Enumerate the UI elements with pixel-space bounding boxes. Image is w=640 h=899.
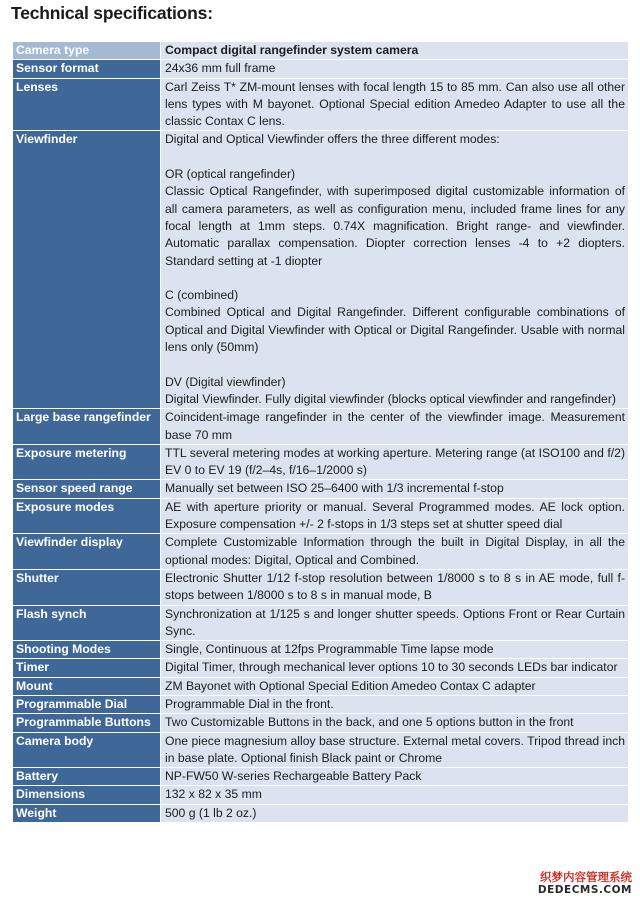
spec-value-text: Carl Zeiss T* ZM-mount lenses with focal length 15 to 85 mm. Can also use all other lens types with M bayonet. Optional Special edition Amedeo Adapter to use all the classic Contax C lens.: [165, 79, 625, 129]
spec-label: Shooting Modes: [13, 641, 161, 659]
spec-value-text: Single, Continuous at 12fps Programmable Time lapse mode: [165, 642, 494, 657]
paragraph-gap: [165, 270, 625, 287]
spec-value: [161, 768, 629, 786]
spec-label: Shutter: [13, 569, 161, 605]
spec-label: Camera type: [13, 42, 161, 60]
spec-value-text: Digital and Optical Viewfinder offers the three different modes:: [165, 132, 500, 147]
spec-label: Sensor format: [13, 60, 161, 78]
spec-row: [13, 695, 629, 713]
spec-row: [13, 732, 629, 768]
spec-label: Timer: [13, 659, 161, 677]
spec-row: [13, 42, 629, 60]
spec-value-text: Programmable Dial in the front.: [165, 696, 334, 711]
spec-value-text: DV (Digital viewfinder): [165, 374, 286, 389]
spec-value-text: Complete Customizable Information through the built in Digital Display, in all the optional modes: Digital, Optical and Combined.: [165, 535, 625, 567]
spec-row: [13, 480, 629, 498]
spec-row: [13, 714, 629, 732]
watermark-text: 织梦内容管理系统: [540, 870, 632, 884]
spec-label: Exposure modes: [13, 498, 161, 534]
spec-value: [161, 480, 629, 498]
spec-row: [13, 534, 629, 570]
spec-label: Sensor speed range: [13, 480, 161, 498]
spec-value: [161, 786, 629, 804]
spec-row: [13, 804, 629, 822]
spec-label: Flash synch: [13, 605, 161, 641]
spec-value-text: Manually set between ISO 25–6400 with 1/3 incremental f-stop: [165, 481, 504, 496]
spec-label: Programmable Dial: [13, 695, 161, 713]
spec-label: Mount: [13, 677, 161, 695]
paragraph-gap: [165, 356, 625, 373]
spec-value: [161, 78, 629, 131]
spec-value-text: C (combined): [165, 288, 239, 303]
spec-value: [161, 534, 629, 570]
spec-value: [161, 131, 629, 409]
spec-label: Viewfinder: [13, 131, 161, 409]
spec-value: [161, 42, 629, 60]
spec-row: [13, 444, 629, 480]
spec-value: [161, 641, 629, 659]
spec-value-text: Coincident-image rangefinder in the center of the viewfinder image. Measurement base 70 mm: [165, 410, 625, 442]
paragraph-gap: [165, 149, 625, 166]
spec-value-text: Synchronization at 1/125 s and longer shutter speeds. Options Front or Rear Curtain Sync.: [165, 606, 625, 638]
spec-value-text: 132 x 82 x 35 mm: [165, 787, 262, 802]
spec-row: [13, 641, 629, 659]
spec-value: [161, 60, 629, 78]
spec-row: [13, 498, 629, 534]
spec-value: [161, 732, 629, 768]
spec-row: [13, 409, 629, 445]
spec-label: Exposure metering: [13, 444, 161, 480]
spec-value: [161, 605, 629, 641]
spec-label: Camera body: [13, 732, 161, 768]
spec-value-text: ZM Bayonet with Optional Special Edition Amedeo Contax C adapter: [165, 678, 536, 693]
spec-value-text: Digital Timer, through mechanical lever options 10 to 30 seconds LEDs bar indicator: [165, 660, 618, 675]
spec-value: [161, 804, 629, 822]
spec-value-text: Electronic Shutter 1/12 f-stop resolution between 1/8000 s to 8 s in AE mode, full f-stops between 1/8000 s to 8 s in manual mode, B: [165, 570, 625, 603]
spec-value-text: OR (optical rangefinder): [165, 167, 296, 182]
spec-row: [13, 768, 629, 786]
spec-value-text: NP-FW50 W-series Rechargeable Battery Pack: [165, 769, 422, 784]
spec-row: [13, 60, 629, 78]
spec-value: [161, 659, 629, 677]
spec-label: Large base rangefinder: [13, 409, 161, 445]
spec-value-text: Combined Optical and Digital Rangefinder. Different configurable combinations of Optical and Digital Viewfinder with Optical or Digital Rangefinder. Usable with normal lens only (50mm): [165, 305, 625, 355]
spec-table-body: [13, 42, 629, 823]
spec-value-text: One piece magnesium alloy base structure. External metal covers. Tripod thread inch in base plate. Optional finish Black paint or Chrome: [165, 733, 625, 765]
spec-value-text: AE with aperture priority or manual. Several Programmed modes. AE lock option. Exposure compensation +/- 2 f-stops in 1/3 steps set at shutter speed dial: [165, 499, 625, 532]
spec-row: [13, 78, 629, 131]
spec-value: [161, 409, 629, 445]
spec-label: Lenses: [13, 78, 161, 131]
spec-value-text: TTL several metering modes at working aperture. Metering range (at ISO100 and f/2) EV 0 to EV 19 (f/2–4s, f/16–1/2000 s): [165, 445, 625, 478]
spec-row: [13, 659, 629, 677]
spec-row: [13, 131, 629, 409]
spec-row: [13, 605, 629, 641]
spec-value: [161, 714, 629, 732]
spec-value-text: 500 g (1 lb 2 oz.): [165, 805, 257, 820]
spec-value-text: 24x36 mm full frame: [165, 61, 276, 76]
spec-value-text: Compact digital rangefinder system camera: [165, 43, 419, 57]
watermark-url: DEDECMS.COM: [537, 884, 632, 896]
spec-label: Programmable Buttons: [13, 714, 161, 732]
spec-value-text: Digital Viewfinder. Fully digital viewfinder (blocks optical viewfinder and rangefinder): [165, 391, 616, 406]
spec-value: [161, 498, 629, 534]
spec-label: Dimensions: [13, 786, 161, 804]
spec-row: [13, 786, 629, 804]
spec-row: [13, 569, 629, 605]
spec-label: Viewfinder display: [13, 534, 161, 570]
spec-row: [13, 677, 629, 695]
watermark: [538, 871, 632, 896]
spec-value: [161, 569, 629, 605]
spec-label: Battery: [13, 768, 161, 786]
page-title: Technical specifications:: [11, 3, 213, 23]
spec-label: Weight: [13, 804, 161, 822]
spec-value: [161, 695, 629, 713]
spec-value: [161, 444, 629, 480]
spec-table: [12, 41, 629, 823]
spec-value: [161, 677, 629, 695]
spec-value-text: Classic Optical Rangefinder, with superimposed digital customizable information of all camera parameters, as well as configuration menu, included frame lines for any focal length at 1mm steps. 0.74X magnification. Bright range- and viewfinder. Automatic parallax compensation. Diopter correction lenses -4 to +2 diopters. Standard setting at -1 diopter: [165, 184, 625, 268]
spec-value-text: Two Customizable Buttons in the back, and one 5 options button in the front: [165, 715, 574, 730]
